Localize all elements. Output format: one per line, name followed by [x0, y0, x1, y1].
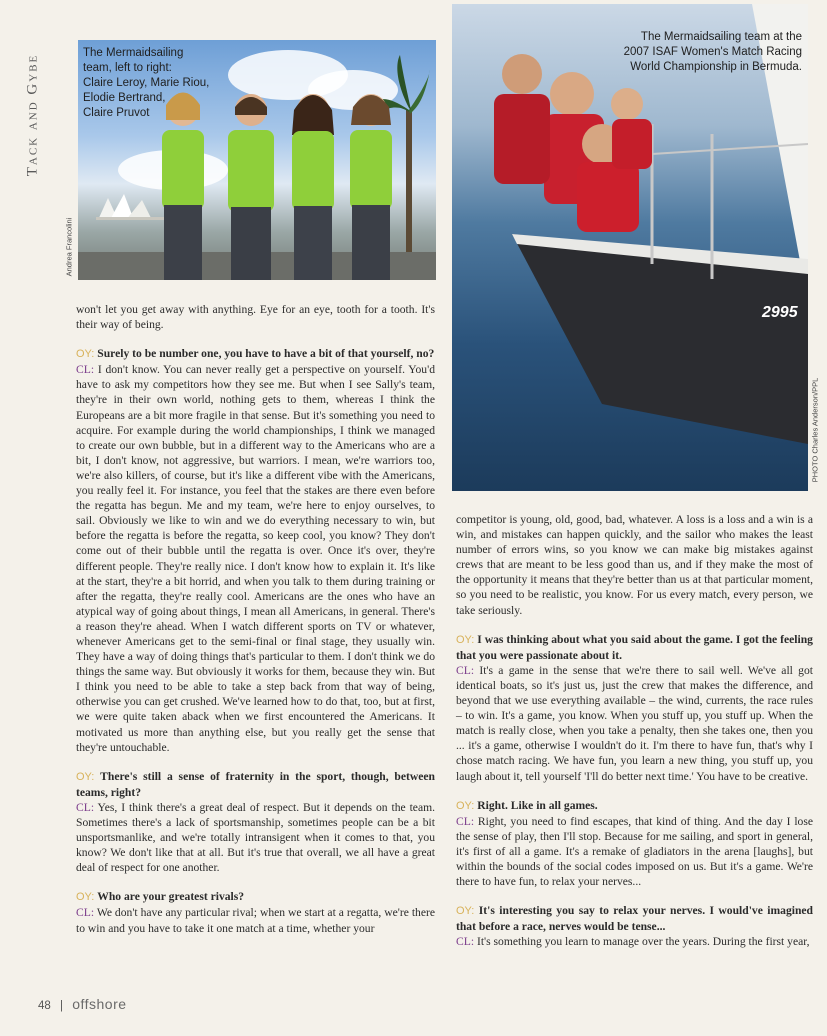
qa-block	[76, 769, 435, 876]
cl-tag: CL:	[456, 814, 475, 828]
answer-text: We don't have any particular rival; when we start at a regatta, we're there to win and you have to take it one match at a time, whether your	[76, 906, 435, 935]
oy-tag: OY:	[456, 799, 475, 812]
page-footer	[38, 996, 127, 1012]
cl-tag: CL:	[76, 800, 95, 814]
right-text-column	[456, 512, 813, 963]
page-number: 48	[38, 1000, 51, 1012]
cl-tag: CL:	[456, 663, 475, 677]
team-portrait-caption: The Mermaidsailing team, left to right: Claire Leroy, Marie Riou, Elodie Bertrand, Claire Pruvot	[83, 47, 210, 119]
answer-text: I don't know. You can never really get a perspective on yourself. You'd have to ask my competitors how they see me. But when I see Sally's team, they're in their own world, nothing gets to them, whereas I think the Europeans are a bit more fragile in that sense. But it's something you need to acquire. For example during the world championships, I think we managed to create our own bubble, but in a different way to the Americans who are a bit, I don't know, not aggressive, but warriors. I mean, we're warriors too, we're also killers, of course, but it's like a different vibe with the Americans, you really feel it. For instance, you feel that the stakes are there even before the regatta has begun. Me and my team, we're here to enjoy ourselves, to sail. Obviously we like to win and we do everything necessary to win, but before the regatta is before the regatta, so keep cool, you know? They don't come out of their bubble until the regatta is over. Once it's over, they're different people. They're really nice. I don't know how to explain it. It's like at the start, they're a bit horrid, and when you talk to them during training or after the regatta, they're really cool. Americans are the ones who have an atypical way of going about things, I mean all Americans, in general. There's a reason they're ahead. When I watch different sports on TV or whatever, whenever Americans get to the semi-final or final stage, they usually win. They have a way of doing things that's particular to them. I don't think we do things the same way. But obviously it works for them, because they win. But I think you need to be able to take a step back from that way of being, otherwise you can get crushed. We've learned how to do that, too, but at first, we were quite taken aback when we first encountered the Americans. It motivated us more than anything else, but you really get the sense that they're untouchable.	[76, 363, 435, 754]
team-member-figure	[336, 65, 406, 280]
cl-tag: CL:	[76, 363, 95, 377]
answer-text: Yes, I think there's a great deal of respect. But it depends on the team. Sometimes there's a lack of sportsmanship, sometimes people can be a bit unsportsmanlike, and we're totally intransigent when it comes to that, you know? We don't like that at all. But it's true that overall, we all have a great deal of respect for one another.	[76, 800, 436, 875]
footer-separator: |	[60, 1000, 63, 1012]
answer-text: It's a game in the sense that we're there to sail well. We've all got identical boats, so it's just us, just the crew that makes the difference, and beyond that we use everything available – the wind, currents, the race rules – to win. It's a game, you know. When you stuff up, you stuff up. When the match is really close, when you take a penalty, then she takes one, then you ... it's a game, otherwise I wouldn't do it. I'm there to have fun, that's why I chose match racing. We have fun, you learn a new thing, you stuff up, you laugh about it, tell yourself 'I'll do better next time.' You have to be creative.	[456, 663, 813, 783]
qa-block	[76, 346, 435, 755]
team-portrait-photo	[78, 40, 436, 280]
oy-tag: OY:	[456, 633, 475, 646]
photo-credit: PHOTO Charles Anderson/PPL	[810, 377, 820, 483]
question-text: There's still a sense of fraternity in the sport, though, between teams, right?	[76, 769, 435, 799]
paragraph: competitor is young, old, good, bad, whatever. A loss is a loss and a win is a win, and mistakes can happen quickly, and the sailor who makes the least number of errors wins, so you know we can make big mistakes against crews that are meant to be less good than us, and if they make the most of the opportunity it means that they're better than us at that particular moment, so you need to be realistic, you know. For us every match, every person, we take seriously.	[456, 513, 813, 617]
paragraph: won't let you get away with anything. Eye for an eye, tooth for a tooth. It's their way of being.	[76, 303, 435, 332]
photo-credit: Andrea Francolini	[64, 217, 74, 277]
question-text: It's interesting you say to relax your nerves. I would've imagined that before a race, nerves would be tense...	[456, 904, 814, 934]
left-text-column	[76, 302, 435, 950]
qa-block	[456, 798, 813, 890]
oy-tag: OY:	[76, 891, 95, 904]
answer-text: Right, you need to find escapes, that kind of thing. And the day I lose the sense of play, then I'll stop. Because for me sailing, and sport in general, it's first of all a game. It's a remake of gladiators in the arena [laughs], but within the bounds of the social codes imposed on us. But it's a game. We're there to have fun, to relax your nerves...	[456, 814, 813, 889]
running-head	[18, 30, 48, 200]
question-text: Surely to be number one, you have to have a bit of that yourself, no?	[97, 347, 435, 361]
sailboat-graphic	[452, 4, 808, 491]
cl-tag: CL:	[76, 906, 95, 920]
oy-tag: OY:	[76, 348, 95, 361]
question-text: I was thinking about what you said about the game. I got the feeling that you were passionate about it.	[456, 632, 813, 662]
hull-number: 2995	[762, 304, 798, 321]
oy-tag: OY:	[456, 905, 475, 918]
running-head-text: Tack and Gybe	[24, 53, 41, 177]
sailing-photo-caption: The Mermaidsailing team at the 2007 ISAF Women's Match Racing World Championship in Bermuda.	[623, 31, 802, 73]
oy-tag: OY:	[76, 770, 95, 783]
qa-block	[76, 889, 435, 935]
cl-tag: CL:	[456, 935, 475, 949]
question-text: Right. Like in all games.	[477, 798, 598, 812]
sailing-action-photo	[452, 4, 808, 491]
qa-block	[456, 632, 813, 784]
qa-block	[456, 903, 813, 949]
answer-text: It's something you learn to manage over the years. During the first year,	[476, 935, 810, 949]
magazine-name: offshore	[72, 996, 127, 1012]
question-text: Who are your greatest rivals?	[97, 890, 245, 904]
